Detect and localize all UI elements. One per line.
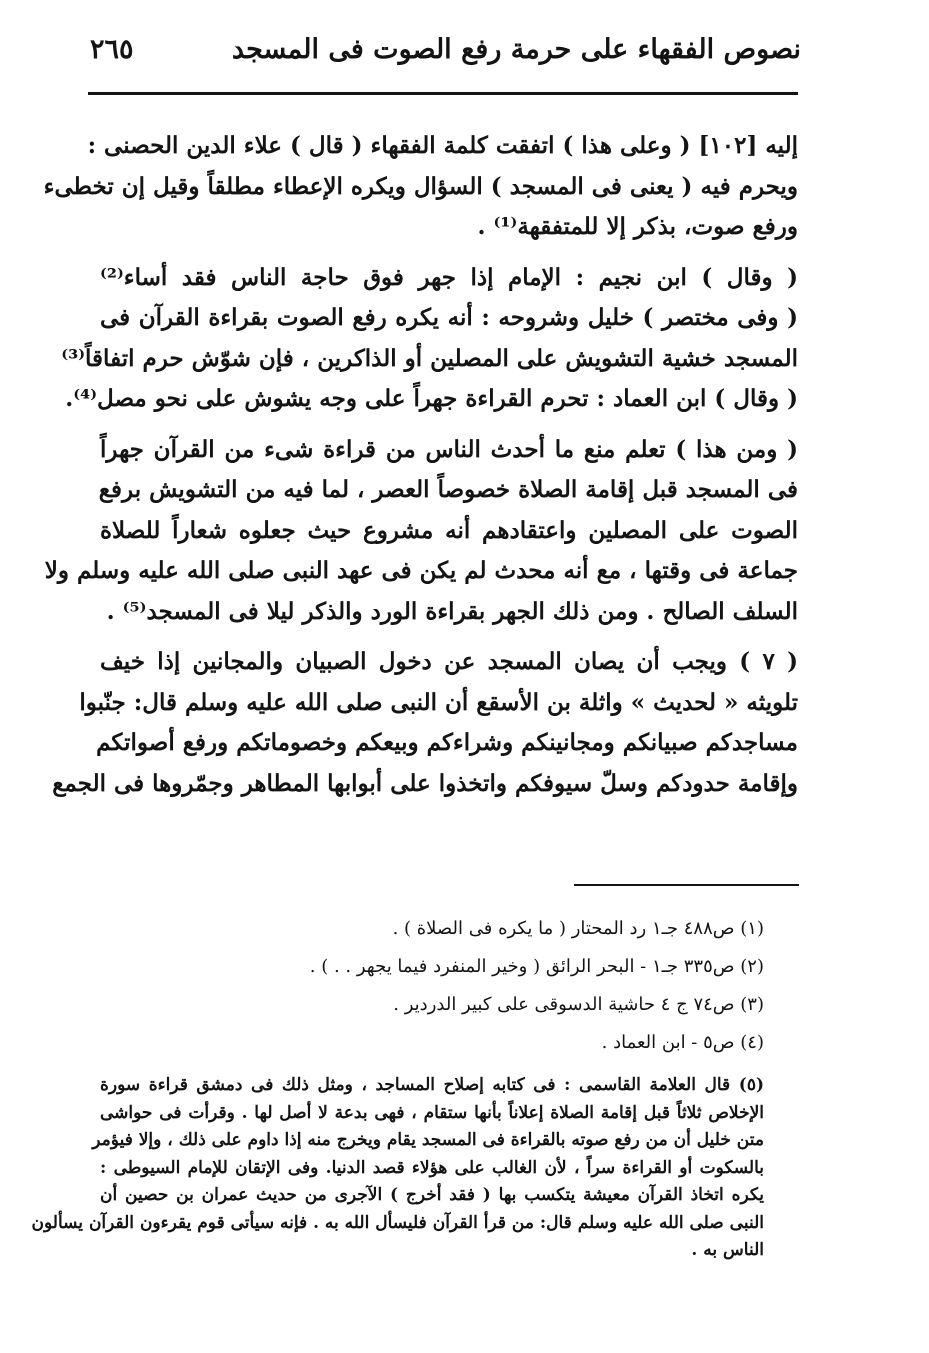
main-text (43, 126, 799, 814)
text-line: فى المسجد قبل إقامة الصلاة خصوصاً العصر ، لما فيه من التشويش برفع (98, 476, 798, 503)
footnote-line: بالسكوت أو القراءة سراً ، لأن الغالب على هؤلاء قصد الدنيا. وفى الإتقان للإمام السيوطى : (100, 1157, 764, 1178)
footnote-long (31, 1072, 764, 1265)
text-line: ( وقال ) ابن العماد : تحرم القراءة جهراً على وجه يشوش على نحو مصل⁽⁴⁾. (65, 385, 798, 412)
footnotes (100, 910, 764, 1062)
footnote-line: متن خليل أن من رفع صوته بالقراءة فى المسجد يقام ويخرج منه إذا داوم على ذلك ، وإلا فيؤمر (92, 1130, 764, 1150)
footnote-line: يكره اتخاذ القرآن معيشة يتكسب بها ( فقد أخرج ) الآجرى من حديث عمران بن حصين أن (100, 1185, 764, 1205)
footnote: (٤) ص٥ - ابن العماد . (601, 1032, 764, 1053)
text-line: ويحرم فيه ( يعنى فى المسجد ) السؤال ويكره الإعطاء مطلقاً وقيل إن تخطىء (43, 172, 798, 200)
running-title: نصوص الفقهاء على حرمة رفع الصوت فى المسجد (231, 34, 801, 65)
text-line: السلف الصالح . ومن ذلك الجهر بقراءة الورد والذكر ليلا فى المسجد⁽⁵⁾ . (106, 597, 798, 625)
footnote-line: (٥) قال العلامة القاسمى : فى كتابه إصلاح المساجد ، ومثل ذلك فى دمشق قراءة سورة (100, 1075, 764, 1095)
header-rule (88, 92, 798, 95)
footnote: (٢) ص٣٣٥ جـ١ - البحر الرائق ( وخير المنفرد فيما يجهر . . ) . (309, 956, 764, 977)
text-line: المسجد خشية التشويش على المصلين أو الذاكرين ، فإن شوّش حرم اتفاقاً⁽³⁾ (61, 344, 798, 372)
paragraph (52, 642, 799, 804)
page-header (90, 28, 801, 82)
text-line: ( ومن هذا ) تعلم منع ما أحدث الناس من قراءة شىء من القرآن جهراً (100, 435, 798, 463)
text-line: جماعة فى وقتها ، مع أنه محدث لم يكن فى عهد النبى صلى الله عليه وسلم ولا (44, 557, 798, 584)
footnote-rule (574, 884, 799, 886)
page-number: ٢٦٥ (90, 34, 134, 65)
text-line: ( ٧ ) ويجب أن يصان المسجد عن دخول الصبيان والمجانين إذا خيف (100, 648, 799, 675)
footnote-line: الناس به . (691, 1240, 764, 1260)
footnote-line: الإخلاص ثلاثاً قبل إقامة الصلاة إعلاناً بأنها ستقام ، فهى بدعة لا أصل لها . وقرأت فى حواشى (100, 1102, 764, 1123)
text-line: مساجدكم صبيانكم ومجانينكم وشراءكم وبيعكم وخصوماتكم ورفع أصواتكم (96, 729, 798, 756)
footnote: (١) ص٤٨٨ جـ١ رد المحتار ( ما يكره فى الصلاة ) . (392, 918, 764, 939)
paragraph (44, 430, 798, 633)
text-line: ( وقال ) ابن نجيم : الإمام إذا جهر فوق حاجة الناس فقد أساء⁽²⁾ (100, 263, 798, 291)
paragraph (61, 258, 798, 420)
text-line: ورفع صوت، بذكر إلا للمتفقهة⁽¹⁾ . (477, 213, 798, 240)
text-line: إليه [١٠٢] ( وعلى هذا ) اتفقت كلمة الفقهاء ( قال ) علاء الدين الحصنى : (87, 132, 798, 159)
paragraph (43, 126, 798, 248)
footnote: (٣) ص٧٤ ج ٤ حاشية الدسوقى على كبير الدردير . (393, 994, 764, 1015)
text-line: ( وفى مختصر ) خليل وشروحه : أنه يكره رفع الصوت بقراءة القرآن فى (100, 304, 798, 331)
text-line: الصوت على المصلين واعتقادهم أنه مشروع حيث جعلوه شعاراً للصلاة (100, 516, 798, 544)
text-line: وإقامة حدودكم وسلّ سيوفكم واتخذوا على أبوابها المطاهر وجمّروها فى الجمع (52, 769, 798, 797)
text-line: تلويثه « لحديث » واثلة بن الأسقع أن النبى صلى الله عليه وسلم قال: جنّبوا (79, 688, 798, 716)
footnote-line: النبى صلى الله عليه وسلم قال: من قرأ القرآن فليسأل الله به . فإنه سيأتى قوم يقرءون القرآن يسألون (31, 1212, 764, 1233)
